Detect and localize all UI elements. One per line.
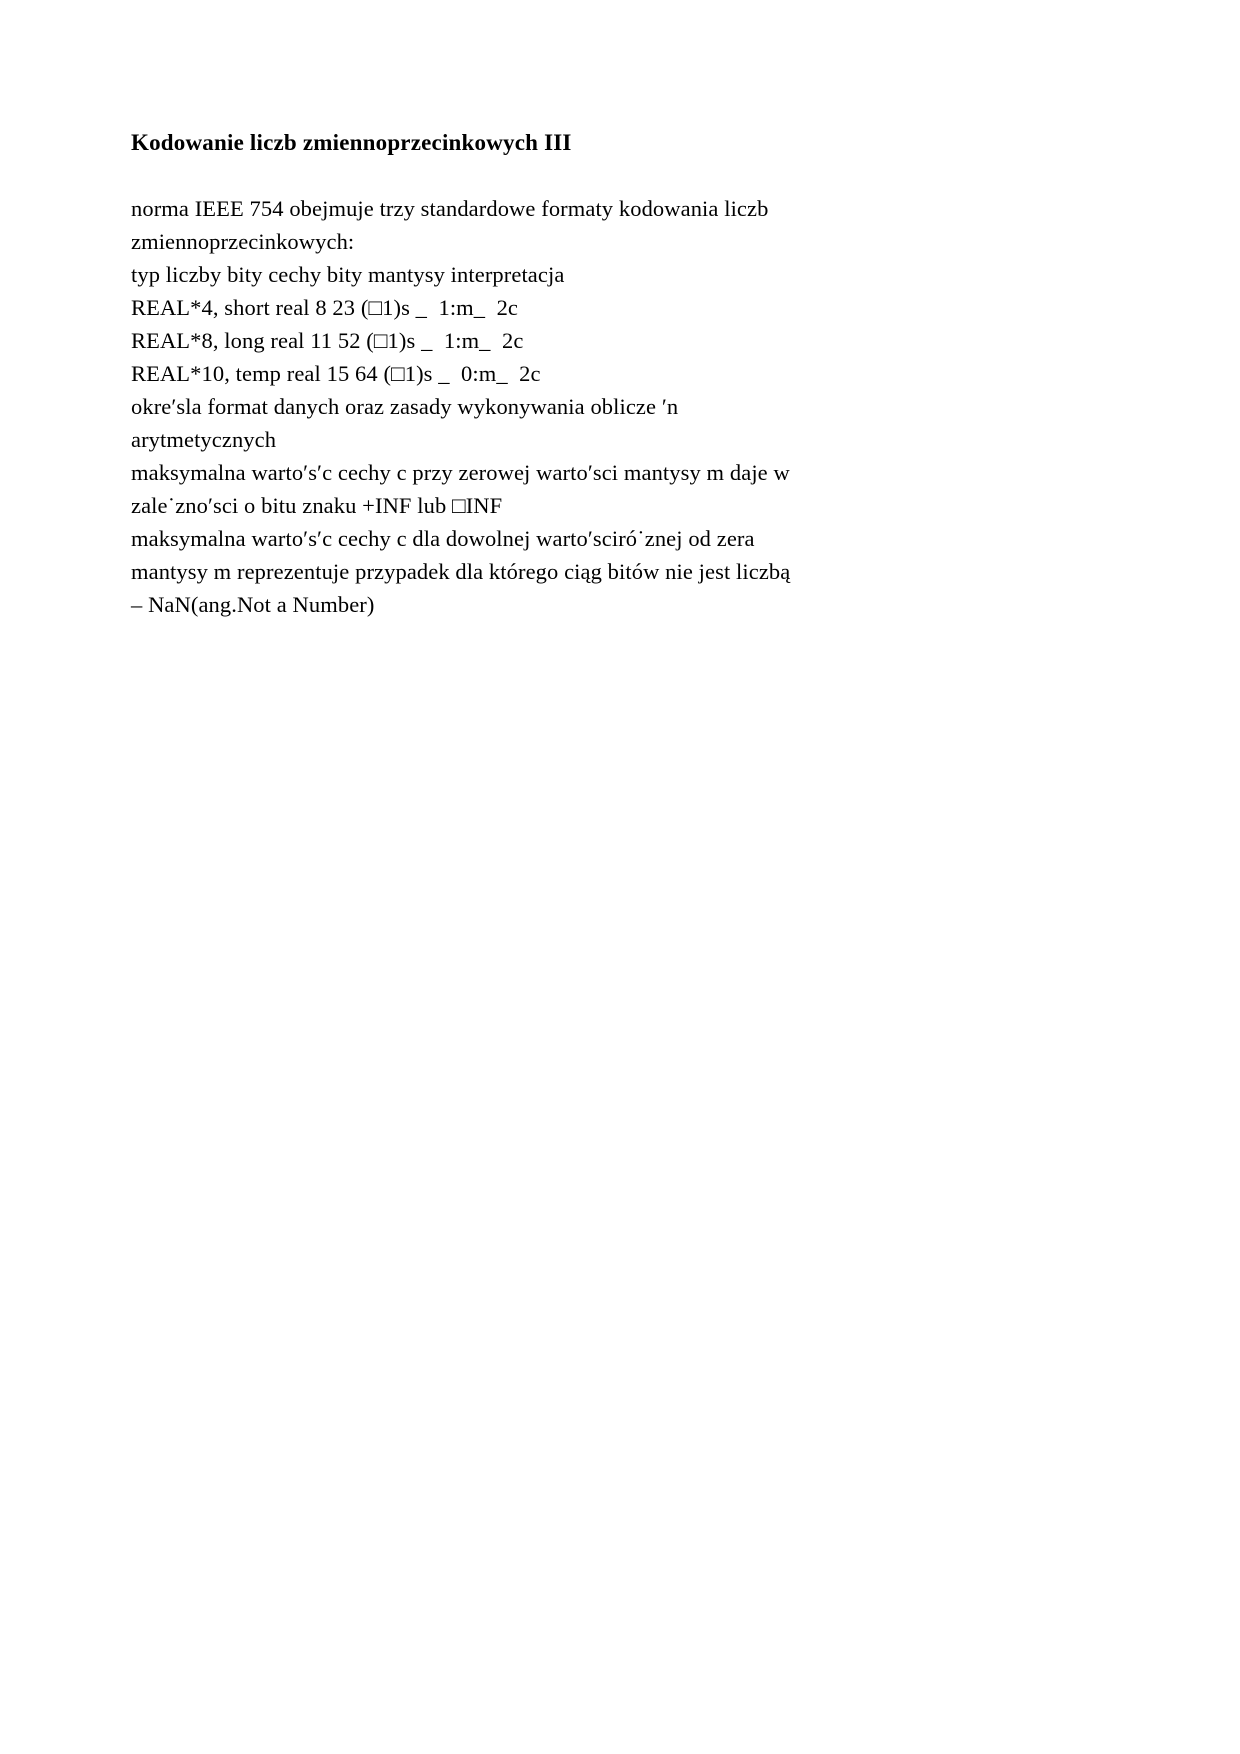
body-line-8: arytmetycznych: [131, 427, 277, 452]
body-line-12: mantysy m reprezentuje przypadek dla którego ciąg bitów nie jest liczbą: [131, 559, 791, 584]
body-line-4: REAL*4, short real 8 23 (□1)s _ 1:m_ 2c: [131, 295, 519, 320]
document-content: [131, 128, 1011, 621]
body-line-2: zmiennoprzecinkowych:: [131, 229, 355, 254]
body-line-7: okre′sla format danych oraz zasady wykonywania oblicze ′n: [131, 394, 679, 419]
body-line-5: REAL*8, long real 11 52 (□1)s _ 1:m_ 2c: [131, 328, 524, 353]
body-line-11: maksymalna warto′s′c cechy c dla dowolnej warto′sciró˙znej od zera: [131, 526, 755, 551]
body-line-3: typ liczby bity cechy bity mantysy interpretacja: [131, 262, 565, 287]
body-line-6: REAL*10, temp real 15 64 (□1)s _ 0:m_ 2c: [131, 361, 541, 386]
body-line-9: maksymalna warto′s′c cechy c przy zerowej warto′sci mantysy m daje w: [131, 460, 790, 485]
body-line-13: – NaN(ang.Not a Number): [131, 592, 375, 617]
document-body: [131, 192, 1011, 621]
page-title: Kodowanie liczb zmiennoprzecinkowych III: [131, 130, 572, 155]
body-line-1: norma IEEE 754 obejmuje trzy standardowe formaty kodowania liczb: [131, 196, 769, 221]
body-line-10: zale˙zno′sci o bitu znaku +INF lub □INF: [131, 493, 503, 518]
